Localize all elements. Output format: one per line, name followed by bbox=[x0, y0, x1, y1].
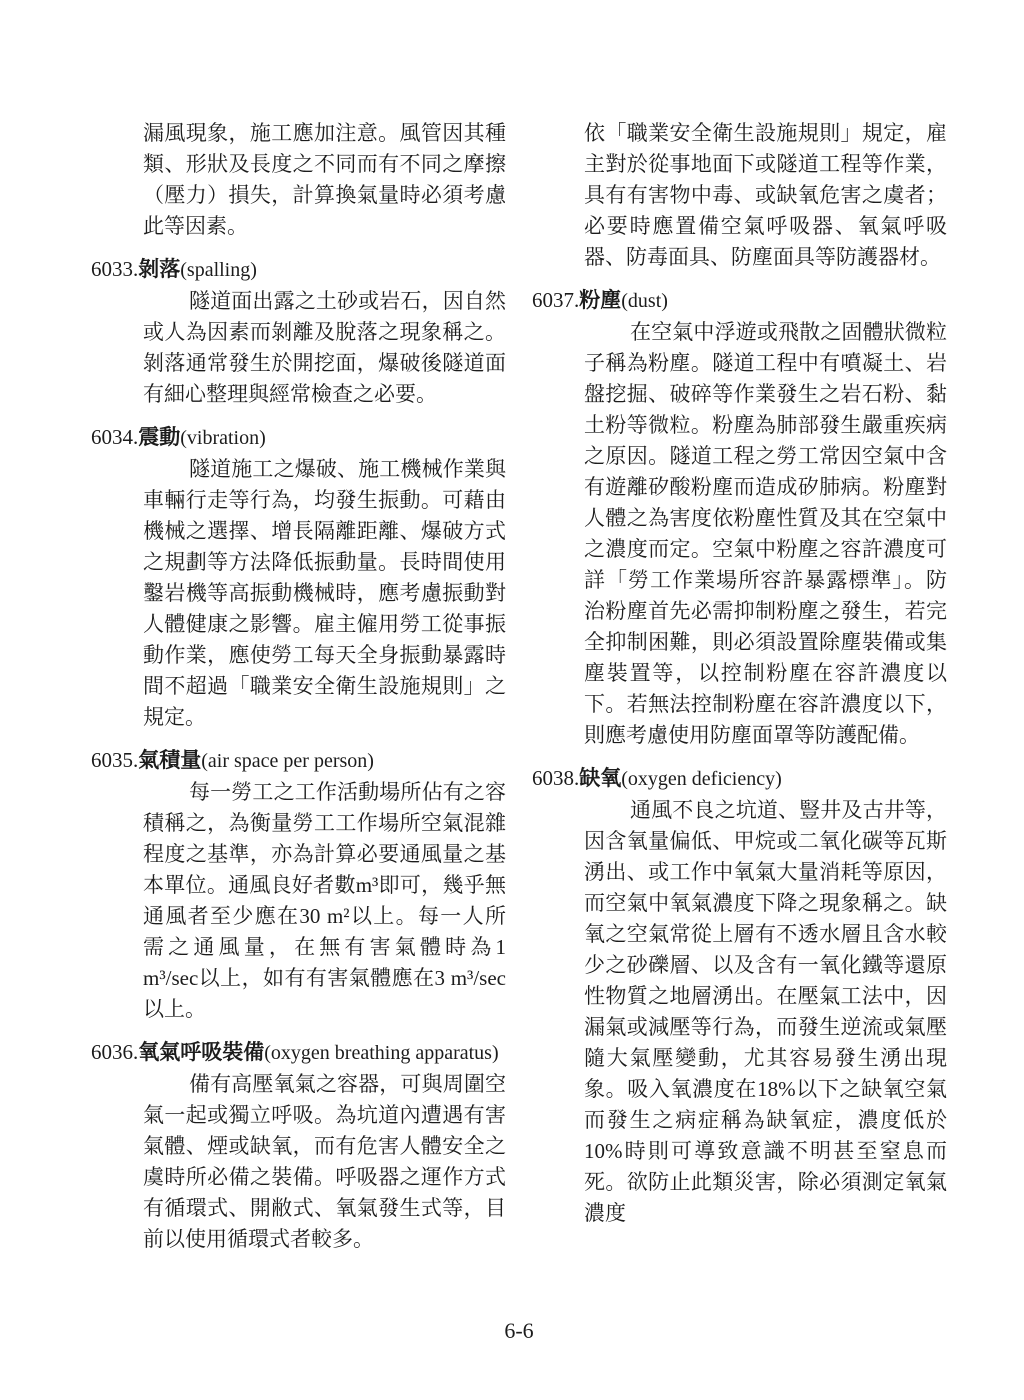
entry-number: 6033. bbox=[91, 257, 139, 281]
entry-body: 備有高壓氧氣之容器，可與周圍空氣一起或獨立呼吸。為坑道內遭遇有害氣體、煙或缺氧，而有危害人體安全之虞時所必備之裝備。呼吸器之運作方式有循環式、開敝式、氧氣發生式等，目前以使用循環式者較多。 bbox=[143, 1072, 506, 1251]
glossary-entry-6037 bbox=[532, 285, 947, 751]
entry-number: 6038. bbox=[532, 766, 580, 790]
entry-heading bbox=[91, 745, 506, 777]
entry-heading bbox=[532, 763, 947, 795]
entry-term: 剝落 bbox=[138, 257, 181, 281]
entry-english-term: (dust) bbox=[621, 290, 668, 312]
entry-number: 6034. bbox=[91, 425, 139, 449]
entry-english-term: (oxygen deficiency) bbox=[621, 768, 782, 790]
entry-english-term: (oxygen breathing apparatus) bbox=[264, 1042, 499, 1064]
entry-term: 粉塵 bbox=[579, 288, 622, 312]
entry-heading bbox=[91, 254, 506, 286]
entry-body: 在空氣中浮遊或飛散之固體狀微粒子稱為粉塵。隧道工程中有噴凝土、岩盤挖掘、破碎等作業發生之岩石粉、黏土粉等微粒。粉塵為肺部發生嚴重疾病之原因。隧道工程之勞工常因空氣中含有遊離矽酸粉塵而造成矽肺病。粉塵對人體之為害度依粉塵性質及其在空氣中之濃度而定。空氣中粉塵之容許濃度可詳「勞工作業場所容許暴露標準」。防治粉塵首先必需抑制粉塵之發生，若完全抑制困難，則必須設置除塵裝備或集塵裝置等，以控制粉塵在容許濃度以下。若無法控制粉塵在容許濃度以下，則應考慮使用防塵面罩等防護配備。 bbox=[584, 320, 947, 747]
entry-term: 氣積量 bbox=[138, 748, 202, 772]
entry-heading bbox=[91, 1037, 506, 1069]
entry-number: 6036. bbox=[91, 1040, 139, 1064]
entry-number: 6035. bbox=[91, 748, 139, 772]
entry-body: 每一勞工之工作活動場所佔有之容積稱之，為衡量勞工工作場所空氣混雜程度之基準，亦為計算必要通風量之基本單位。通風良好者數m³即可，幾乎無通風者至少應在30 m²以上。每一人所需之通風量，在無有害氣體時為1 m³/sec以上，如有有害氣體應在3 m³/sec以上。 bbox=[143, 780, 506, 1021]
entry-english-term: (air space per person) bbox=[201, 750, 374, 772]
left-column bbox=[91, 118, 506, 1255]
entry-english-term: (vibration) bbox=[180, 427, 266, 449]
glossary-entry-6036 bbox=[91, 1037, 506, 1255]
entry-english-term: (spalling) bbox=[180, 259, 257, 281]
continuation-paragraph: 依「職業安全衛生設施規則」規定，雇主對於從事地面下或隧道工程等作業，具有有害物中毒、或缺氧危害之虞者；必要時應置備空氣呼吸器、氧氣呼吸器、防毒面具、防塵面具等防護器材。 bbox=[584, 121, 947, 269]
entry-term: 震動 bbox=[138, 425, 181, 449]
text-columns bbox=[91, 118, 947, 1255]
entry-body: 通風不良之坑道、豎井及古井等，因含氧量偏低、甲烷或二氧化碳等瓦斯湧出、或工作中氧氣大量消耗等原因，而空氣中氧氣濃度下降之現象稱之。缺氧之空氣常從上層有不透水層且含水較少之砂礫層、以及含有一氧化鐵等還原性物質之地層湧出。在壓氣工法中，因漏氣或減壓等行為，而發生逆流或氣壓隨大氣壓變動，尤其容易發生湧出現象。吸入氧濃度在18%以下之缺氧空氣而發生之病症稱為缺氧症，濃度低於10%時則可導致意識不明甚至窒息而死。欲防止此類災害，除必須測定氧氣濃度 bbox=[584, 798, 947, 1225]
page-number: 6-6 bbox=[504, 1318, 534, 1343]
entry-body: 隧道施工之爆破、施工機械作業與車輛行走等行為，均發生振動。可藉由機械之選擇、增長隔離距離、爆破方式之規劃等方法降低振動量。長時間使用鑿岩機等高振動機械時，應考慮振動對人體健康之影響。雇主僱用勞工從事振動作業，應使勞工每天全身振動暴露時間不超過「職業安全衛生設施規則」之規定。 bbox=[143, 457, 506, 729]
entry-term: 氧氣呼吸裝備 bbox=[138, 1040, 265, 1064]
glossary-entry-6038 bbox=[532, 763, 947, 1229]
right-column bbox=[532, 118, 947, 1255]
entry-heading bbox=[91, 422, 506, 454]
glossary-entry-6033 bbox=[91, 254, 506, 410]
entry-heading bbox=[532, 285, 947, 317]
entry-number: 6037. bbox=[532, 288, 580, 312]
entry-body: 隧道面出露之土砂或岩石，因自然或人為因素而剝離及脫落之現象稱之。剝落通常發生於開挖面，爆破後隧道面有細心整理與經常檢查之必要。 bbox=[143, 289, 506, 406]
glossary-entry-6035 bbox=[91, 745, 506, 1025]
entry-term: 缺氧 bbox=[579, 766, 622, 790]
continuation-paragraph: 漏風現象，施工應加注意。風管因其種類、形狀及長度之不同而有不同之摩擦（壓力）損失，計算換氣量時必須考慮此等因素。 bbox=[143, 121, 506, 238]
glossary-entry-6034 bbox=[91, 422, 506, 733]
